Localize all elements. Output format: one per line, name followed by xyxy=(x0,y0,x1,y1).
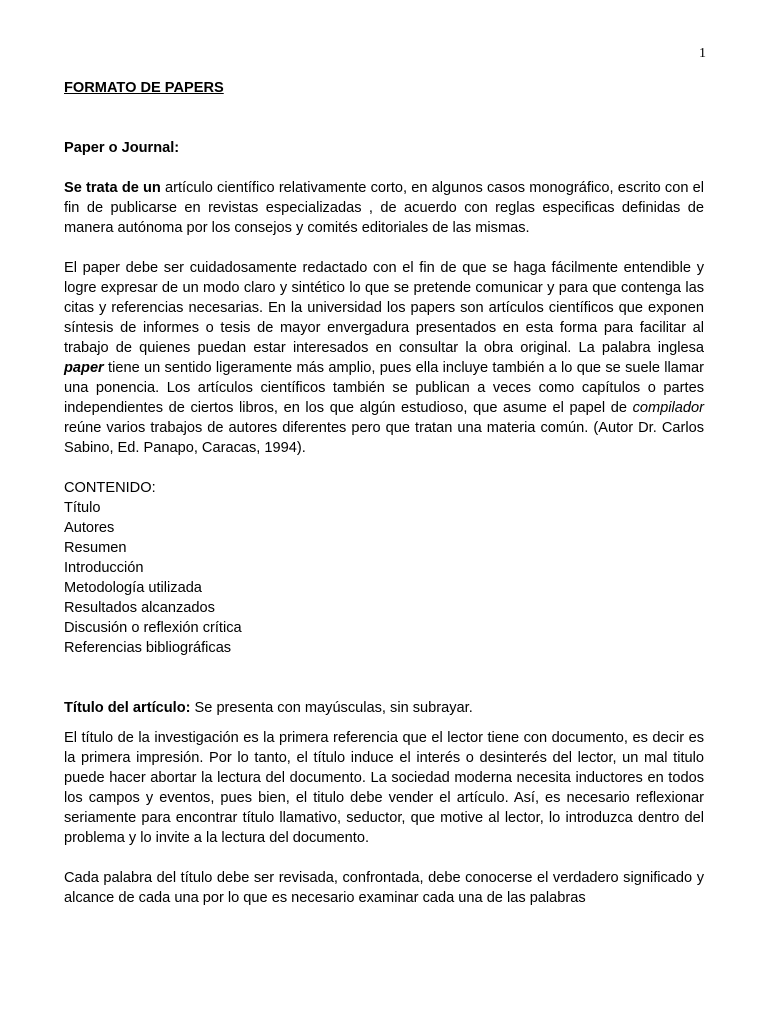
document-title: FORMATO DE PAPERS xyxy=(64,80,224,96)
list-item: Resumen xyxy=(64,540,127,556)
paper-text-b: tiene un sentido ligeramente más amplio, pues ella incluye también a lo que se suele llamar una ponencia. Los artículos científicos también se publican a veces como capítulos o partes independientes de ciertos libros, en los que algún estudioso, que asume el papel de xyxy=(64,360,704,416)
paragraph-titulo-importance: El título de la investigación es la primera referencia que el lector tiene con documento, es decir es la primera impresión. Por lo tanto, el título induce el interés o desinterés del lector, un mal titulo puede hacer abortar la lectura del documento. La sociedad moderna necesita inductores en todos los campos y eventos, pues bien, el titulo debe vender el artículo. Así, es necesario reflexionar seriamente para encontrar título llamativo, seductor, que motive al lector, lo introduzca dentro del problema y lo invite a la lectura del documento. xyxy=(64,730,704,846)
compilador-word: compilador xyxy=(632,400,704,416)
list-item: Título xyxy=(64,500,101,516)
contenido-heading: CONTENIDO: xyxy=(64,480,156,496)
paragraph-definition xyxy=(64,178,704,238)
section-heading-paper: Paper o Journal: xyxy=(64,140,180,156)
contenido-list xyxy=(64,498,704,658)
paper-text-c: reúne varios trabajos de autores diferentes pero que tratan una materia común. (Autor Dr. Carlos Sabino, Ed. Panapo, Caracas, 1994). xyxy=(64,420,704,456)
paragraph-titulo-words: Cada palabra del título debe ser revisada, confrontada, debe conocerse el verdadero significado y alcance de cada una por lo que es necesario examinar cada una de las palabras xyxy=(64,870,704,906)
paragraph-paper-description xyxy=(64,258,704,458)
definition-lead: Se trata de un xyxy=(64,180,161,196)
paper-word: paper xyxy=(64,360,104,376)
document-content xyxy=(64,78,704,908)
list-item: Metodología utilizada xyxy=(64,580,202,596)
titulo-section-heading xyxy=(64,698,704,718)
list-item: Referencias bibliográficas xyxy=(64,640,232,656)
titulo-label-rest: Se presenta con mayúsculas, sin subrayar. xyxy=(190,700,473,716)
definition-text: artículo científico relativamente corto, en algunos casos monográfico, escrito con el fin de publicarse en revistas especializadas , de acuerdo con reglas especificas definidas de manera autónoma por los consejos y comités editoriales de las mismas. xyxy=(64,180,704,236)
paper-text-a: El paper debe ser cuidadosamente redactado con el fin de que se haga fácilmente entendible y logre expresar de un modo claro y sintético lo que se pretende comunicar y para que contenga las citas y referencias necesarias. En la universidad los papers son artículos científicos que exponen síntesis de informes o tesis de mayor envergadura presentados en esta forma para facilitar al trabajo de quienes puedan estar interesados en consultar la obra original. La palabra inglesa xyxy=(64,260,704,356)
list-item: Introducción xyxy=(64,560,144,576)
list-item: Autores xyxy=(64,520,115,536)
list-item: Resultados alcanzados xyxy=(64,600,215,616)
titulo-label: Título del artículo: xyxy=(64,700,191,716)
page-number: 1 xyxy=(699,46,706,61)
list-item: Discusión o reflexión crítica xyxy=(64,620,242,636)
